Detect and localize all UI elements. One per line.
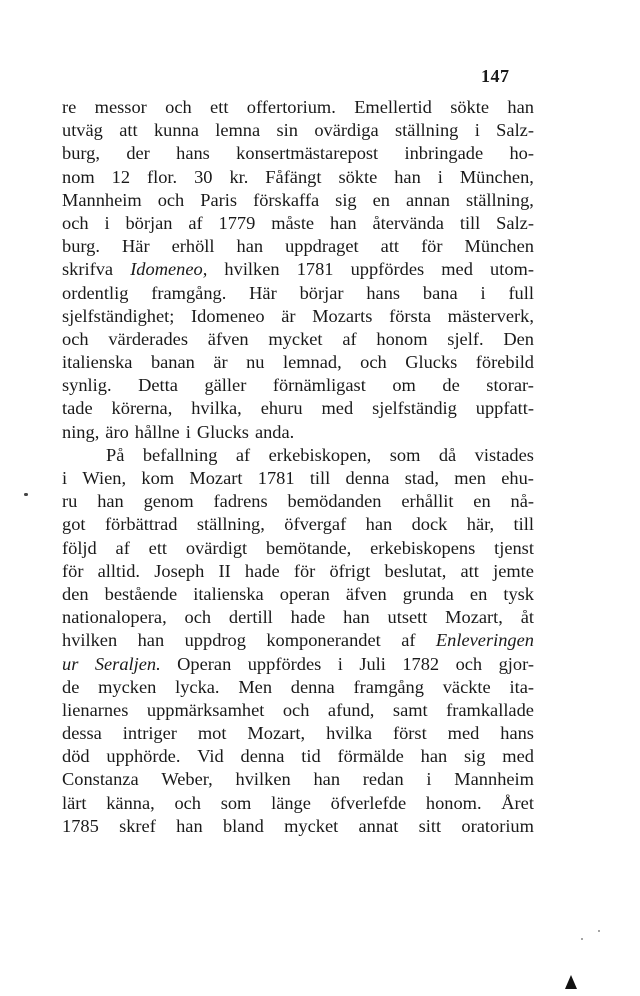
word: sig — [335, 189, 357, 210]
word: dock — [411, 514, 448, 535]
word: med — [321, 398, 354, 419]
text-line — [62, 629, 534, 652]
word: sitt — [418, 815, 442, 836]
word: han — [176, 815, 203, 836]
word: i — [337, 653, 343, 674]
word: af — [235, 444, 251, 465]
word: fadrens — [213, 491, 268, 512]
word: för — [293, 560, 316, 581]
word: bana — [422, 282, 458, 303]
word: den — [62, 583, 89, 604]
text-line — [62, 142, 534, 165]
word: med — [502, 746, 534, 767]
word: 1779 — [218, 212, 256, 233]
word: Detta — [138, 375, 178, 396]
word: en — [469, 583, 488, 604]
text-line — [62, 166, 534, 189]
word: full — [508, 282, 534, 303]
word: öfverlefde — [330, 792, 407, 813]
word: dessa — [62, 723, 102, 744]
word: München, — [459, 166, 534, 187]
word: i — [104, 212, 110, 233]
word: annat — [358, 815, 399, 836]
text-line — [62, 745, 534, 768]
word: uppdrog — [184, 630, 246, 651]
word: öfrigt — [329, 560, 371, 581]
word: af — [401, 630, 416, 651]
text-line — [62, 815, 534, 838]
word: annan — [406, 189, 450, 210]
word: ovärdigt — [185, 537, 248, 558]
word: hvilka, — [191, 398, 242, 419]
print-speck — [24, 493, 28, 496]
word: nu — [246, 352, 265, 373]
text-line — [62, 212, 534, 235]
word: der — [126, 143, 150, 164]
word: en — [372, 189, 390, 210]
word: känna, — [106, 792, 155, 813]
word: jemte — [493, 560, 534, 581]
word: Weber, — [161, 769, 213, 790]
word: oratorium — [461, 815, 534, 836]
word: München — [464, 236, 534, 257]
word: Mannheim — [62, 189, 142, 210]
word: att — [460, 560, 479, 581]
word: ru — [62, 491, 78, 512]
word: väckte — [442, 676, 491, 697]
print-speck — [598, 930, 600, 932]
word: med — [447, 723, 480, 744]
word: och — [157, 189, 185, 210]
word: re — [62, 97, 77, 117]
word: mycket — [268, 328, 323, 349]
text-line — [62, 676, 534, 699]
word: sjelfständig — [372, 398, 457, 419]
word: afund, — [327, 699, 375, 720]
word: och — [455, 653, 483, 674]
word: och — [62, 328, 89, 349]
text-line — [62, 606, 534, 629]
word: lycka. — [175, 676, 220, 697]
word: hvilka — [326, 723, 373, 744]
word: upphörde. — [106, 746, 181, 767]
word: lemna — [215, 120, 261, 141]
word: tade — [62, 398, 93, 419]
word: honom. — [425, 792, 482, 813]
word: hvilken — [224, 259, 280, 280]
word: mästerverk, — [447, 305, 534, 326]
word: han — [420, 746, 448, 767]
word: hans — [176, 143, 210, 164]
word: en — [473, 491, 491, 512]
word: Wien, — [82, 468, 127, 488]
word: Vid — [197, 746, 224, 767]
word: och — [174, 792, 201, 813]
word: äro — [105, 421, 129, 442]
word: offertorium. — [246, 97, 336, 117]
word: och — [360, 352, 387, 373]
word: Mozart — [189, 468, 243, 488]
word: af — [115, 537, 130, 558]
text-line — [62, 328, 534, 351]
word: förbättrad — [104, 514, 178, 535]
word: hade — [244, 560, 280, 581]
text-line — [62, 699, 534, 722]
word: värderades — [108, 328, 188, 349]
word: han — [236, 236, 264, 257]
word: honom — [376, 328, 428, 349]
word: de — [62, 676, 80, 697]
word: till — [459, 212, 481, 233]
word: erhållit — [401, 491, 454, 512]
body-text — [62, 96, 534, 838]
word: ho- — [509, 143, 534, 164]
text-line — [62, 421, 534, 444]
word: öfvergaf — [284, 514, 347, 535]
print-speck — [581, 938, 583, 940]
word: samt — [392, 699, 428, 720]
word: denna — [345, 468, 390, 488]
word: Idomeneo, — [130, 259, 208, 280]
word: för — [421, 236, 443, 257]
word: ehuru — [260, 398, 303, 419]
word: lienarnes — [62, 699, 129, 720]
word: messor — [94, 97, 147, 117]
word: På — [106, 444, 125, 465]
word: alltid. — [97, 560, 141, 581]
text-line — [62, 513, 534, 536]
word: hållne — [134, 421, 180, 442]
word: måste — [271, 212, 315, 233]
text-line — [62, 768, 534, 791]
word: 1781 — [296, 259, 334, 280]
word: återvända — [372, 212, 444, 233]
word: sökte — [338, 166, 378, 187]
text-line — [62, 560, 534, 583]
word: 1782 — [402, 653, 440, 674]
word: uppfatt- — [475, 398, 534, 419]
word: första — [389, 305, 431, 326]
word: ning, — [62, 421, 100, 442]
word: länge — [271, 792, 311, 813]
word: beslutat, — [384, 560, 447, 581]
word: hans — [500, 723, 534, 744]
word: förebild — [475, 352, 534, 373]
word: italienska — [62, 352, 133, 373]
text-line — [62, 305, 534, 328]
word: utom- — [490, 259, 534, 280]
word: Mozarts — [312, 305, 373, 326]
word: ur — [62, 653, 79, 674]
word: Året — [501, 792, 534, 813]
word: följd — [62, 537, 97, 558]
word: hans — [366, 282, 401, 303]
word: 30 — [194, 166, 213, 187]
signature-mark-icon — [565, 975, 577, 989]
word: Fåfängt — [265, 166, 322, 187]
word: han — [507, 97, 534, 117]
page-number: 147 — [481, 66, 510, 86]
word: Salz- — [496, 212, 534, 233]
text-line — [62, 444, 534, 467]
word: Operan — [177, 653, 232, 674]
word: anda. — [254, 421, 295, 442]
word: kr. — [229, 166, 249, 187]
word: Glucks — [405, 352, 458, 373]
word: han — [97, 491, 124, 512]
word: bemödanden — [287, 491, 382, 512]
word: 1781 — [257, 468, 295, 488]
word: italienska — [193, 583, 264, 604]
word: hvilken — [62, 630, 118, 651]
word: konsertmästarepost — [236, 143, 379, 164]
word: got — [62, 514, 86, 535]
word: erhöll — [171, 236, 215, 257]
text-line — [62, 467, 534, 490]
word: äfven — [207, 328, 249, 349]
word: utsett — [387, 607, 428, 628]
word: hvilken — [235, 769, 291, 790]
word: Salz- — [496, 120, 534, 141]
word: 1785 — [62, 815, 99, 836]
word: körerna, — [111, 398, 173, 419]
word: till — [309, 468, 331, 488]
word: Här — [249, 282, 277, 303]
text-line — [62, 653, 534, 676]
word: bestående — [104, 583, 178, 604]
word: han — [137, 630, 165, 651]
text-line — [62, 537, 534, 560]
word: gjor- — [498, 653, 534, 674]
word: förmälde — [337, 746, 404, 767]
word: lärt — [62, 792, 87, 813]
word: ovärdiga — [314, 120, 379, 141]
word: skref — [119, 815, 156, 836]
word: af — [188, 212, 203, 233]
word: då — [438, 444, 457, 465]
word: gäller — [204, 375, 247, 396]
text-line — [62, 351, 534, 374]
word: burg, — [62, 143, 100, 164]
word: här, — [466, 514, 495, 535]
word: i — [426, 769, 432, 790]
word: ehu- — [501, 468, 534, 488]
word: i — [62, 468, 68, 488]
text-line — [62, 397, 534, 420]
word: vistades — [474, 444, 534, 465]
word: Här — [122, 236, 150, 257]
text-line — [62, 189, 534, 212]
text-line — [62, 235, 534, 258]
word: sjelfständighet; — [62, 305, 175, 326]
text-line — [62, 258, 534, 281]
word: han — [330, 212, 357, 233]
word: Den — [503, 328, 534, 349]
word: Seraljen. — [94, 653, 161, 674]
word: de — [442, 375, 460, 396]
word: framgång — [353, 676, 424, 697]
word: storar- — [486, 375, 534, 396]
word: Paris — [200, 189, 238, 210]
word: han — [343, 607, 370, 628]
word: att — [119, 120, 138, 141]
text-line — [62, 490, 534, 513]
word: sin — [276, 120, 298, 141]
word: flor. — [147, 166, 178, 187]
word: och — [165, 97, 192, 117]
text-line — [62, 583, 534, 606]
word: men — [454, 468, 486, 488]
word: genom — [143, 491, 194, 512]
word: börjar — [299, 282, 344, 303]
word: nationalopera, — [62, 607, 167, 628]
word: ett — [210, 97, 229, 117]
word: i — [185, 421, 191, 442]
text-line — [62, 792, 534, 815]
word: och — [282, 699, 310, 720]
word: som — [220, 792, 252, 813]
word: lemnad, — [282, 352, 342, 373]
word: tid — [301, 746, 321, 767]
word: att — [380, 236, 400, 257]
word: först — [392, 723, 427, 744]
word: Joseph — [154, 560, 205, 581]
word: II — [218, 560, 231, 581]
word: som — [389, 444, 421, 465]
word: 12 — [111, 166, 131, 187]
word: banan — [150, 352, 195, 373]
word: Emellertid — [354, 97, 432, 117]
word: mycken — [98, 676, 157, 697]
word: om — [392, 375, 416, 396]
word: intriger — [122, 723, 177, 744]
word: för — [62, 560, 84, 581]
word: burg. — [62, 236, 100, 257]
word: utväg — [62, 120, 103, 141]
word: nom — [62, 166, 95, 187]
text-line — [62, 282, 534, 305]
text-line — [62, 374, 534, 397]
word: mycket — [284, 815, 339, 836]
word: i — [437, 166, 443, 187]
word: uppfördes — [247, 653, 322, 674]
word: äfven — [345, 583, 387, 604]
word: tjenst — [494, 537, 534, 558]
word: uppfördes — [350, 259, 425, 280]
word: död — [62, 746, 90, 767]
word: i — [480, 282, 486, 303]
word: denna — [290, 676, 335, 697]
word: hade — [290, 607, 326, 628]
word: denna — [240, 746, 285, 767]
word: ställning, — [196, 514, 265, 535]
word: förnämligast — [272, 375, 366, 396]
word: ordentlig — [62, 282, 129, 303]
word: han — [365, 514, 393, 535]
word: redan — [362, 769, 404, 790]
word: kom — [141, 468, 175, 488]
text-line — [62, 722, 534, 745]
word: han — [313, 769, 341, 790]
word: tysk — [503, 583, 534, 604]
word: Enleveringen — [435, 630, 534, 651]
word: nå- — [510, 491, 534, 512]
word: åt — [520, 607, 534, 628]
word: af — [342, 328, 357, 349]
word: sjelf. — [447, 328, 484, 349]
word: till — [513, 514, 534, 535]
word: förskaffa — [253, 189, 320, 210]
text-line — [62, 96, 534, 119]
word: är — [281, 305, 296, 326]
word: skrifva — [62, 259, 114, 280]
word: och — [184, 607, 212, 628]
word: Mozart, — [247, 723, 306, 744]
word: inbringade — [404, 143, 484, 164]
word: uppdraget — [285, 236, 359, 257]
word: kunna — [153, 120, 199, 141]
word: bland — [222, 815, 264, 836]
word: bemötande, — [265, 537, 352, 558]
word: ställning, — [465, 189, 534, 210]
word: Mozart, — [445, 607, 503, 628]
word: operan — [279, 583, 330, 604]
word: framgång. — [151, 282, 227, 303]
word: Glucks — [196, 421, 249, 442]
word: komponerandet — [266, 630, 381, 651]
word: grunda — [402, 583, 454, 604]
word: Idomeneo — [191, 305, 265, 326]
word: Juli — [359, 653, 386, 674]
word: Men — [238, 676, 273, 697]
word: erkebiskopens — [370, 537, 476, 558]
word: sökte — [450, 97, 490, 117]
word: med — [441, 259, 473, 280]
word: i — [474, 120, 480, 141]
word: början — [125, 212, 173, 233]
word: Mannheim — [454, 769, 534, 790]
word: är — [213, 352, 228, 373]
word: han — [394, 166, 421, 187]
word: ställning — [395, 120, 459, 141]
text-line — [62, 119, 534, 142]
word: Constanza — [62, 769, 139, 790]
word: ita- — [509, 676, 534, 697]
word: sig — [464, 746, 486, 767]
word: och — [62, 212, 89, 233]
word: framkallade — [446, 699, 534, 720]
word: stad, — [404, 468, 439, 488]
word: synlig. — [62, 375, 112, 396]
word: uppmärksamhet — [146, 699, 265, 720]
word: erkebiskopen, — [268, 444, 372, 465]
word: mot — [197, 723, 227, 744]
word: dertill — [228, 607, 273, 628]
word: ett — [148, 537, 168, 558]
word: befallning — [142, 444, 218, 465]
